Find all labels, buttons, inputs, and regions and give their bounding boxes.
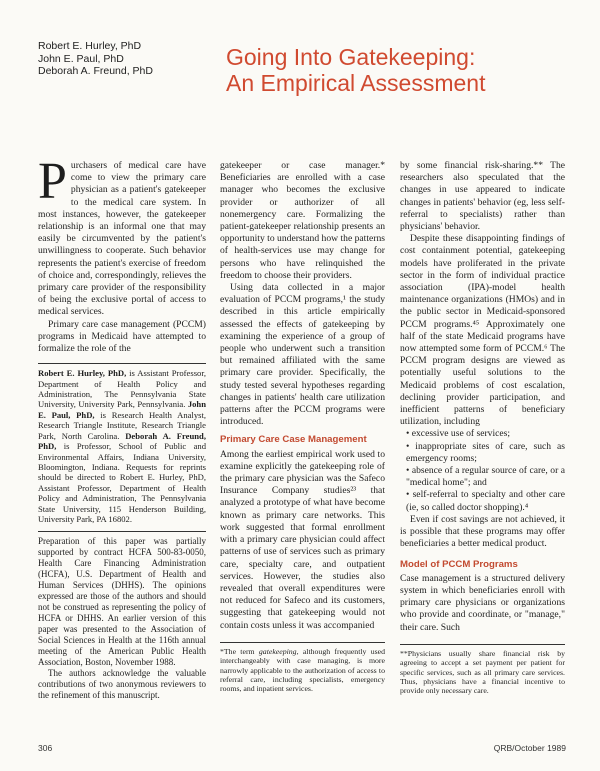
bio-name: John E. Paul, PhD, xyxy=(38,399,206,420)
author-bios xyxy=(38,363,206,524)
list-item: • excessive use of services; xyxy=(406,428,511,440)
body-paragraph: Even if cost savings are not achieved, it is possible that these programs may offer beneficiaries a better medical product. xyxy=(400,513,565,550)
intro-paragraph xyxy=(38,153,206,319)
footnote xyxy=(400,644,565,696)
column-3 xyxy=(400,160,565,696)
bio-name: Robert E. Hurley, PhD, xyxy=(38,368,127,379)
drop-cap: P xyxy=(38,153,67,210)
column-1 xyxy=(38,153,206,701)
journal-issue: QRB/October 1989 xyxy=(493,743,566,753)
section-heading: Model of PCCM Programs xyxy=(400,558,518,570)
bio-text: is Research Health Analyst, Research Triangle Institute, Research Triangle Park, North Carolina. xyxy=(38,409,206,441)
body-paragraph: Using data collected in a major evaluation of PCCM programs,¹ the study described in this article empirically assessed the effects of gatekeeping by examining the experience of a group of people who underwent such a transition but remained affiliated with the same primary care provider. Specifically, the study tested several hypotheses regarding changes in patients' health care utilization patterns after the PCCM programs were introduced. xyxy=(220,282,385,428)
funding-note: Preparation of this paper was partially supported by contract HCFA 500-83-0050, Health Care Financing Administration (HCFA), U.S. Department of Health and Human Services (DHHS). The opinions expressed are those of the authors and should not be construed as representing the policy of HCFA or DHHS. An earlier version of this paper was presented to the Association of Social Sciences in Health at the 116th annual meeting of the American Public Health Association, Boston, November 1988. xyxy=(38,536,206,668)
bio-text: is Assistant Professor, Department of Health Policy and Administration, The Pennsylvania State University, University Park, Pennsylvania. xyxy=(38,368,206,410)
title-line-2: An Empirical Assessment xyxy=(226,70,486,96)
page-number: 306 xyxy=(38,743,53,753)
footnote-text: although frequently used interchangeably with case managing, is more narrowly applicable to the authorization of access to referral care, including specialists, emergency rooms, and inpatient services. xyxy=(220,646,386,694)
body-paragraph: Primary care case management (PCCM) programs in Medicaid have attempted to formalize the role of the xyxy=(38,318,206,355)
bio-hurley xyxy=(38,368,206,524)
body-paragraph: Among the earliest empirical work used to examine explicitly the gatekeeping role of the primary care physician was the Safeco Insurance Company studies²³ that analyzed a prototype of what have become known as primary care networks. This work suggested that formal enrollment with a primary care physician could affect patterns of use of services such as primary care, specialty care, and outpatient services. However, the studies also revealed that overall expenditures were not reduced for Safeco and its customers, suggesting that gatekeeping would not contain costs unless it was accompanied xyxy=(220,448,385,631)
intro-text: urchasers of medical care have come to view the primary care physician as a patient's gatekeeper to the medical care system. In most instances, however, the gatekeeper relationship is an informal one that may easily be circumvented by the patient's unwillingness to cooperate. Such behavior represents the patient's exercise of freedom of choice and, correspondingly, relieves the primary care provider of the responsibility of being the exclusive portal of access to medical services. xyxy=(38,160,206,318)
body-paragraph: Case management is a structured delivery system in which beneficiaries enroll with primary care physicians or organizations who provide and coordinate, or "manage," their care. Such xyxy=(400,572,565,633)
title-line-1: Going Into Gatekeeping: xyxy=(226,44,476,70)
author-name: Deborah A. Freund, PhD xyxy=(38,65,153,77)
author-name: Robert E. Hurley, PhD xyxy=(38,40,142,52)
footnote: *The term gatekeeping, although frequently used interchangeably with case managing, is more narrowly applicable to the authorization of access to referral care, including specialists, emergency rooms, and inpatient services. xyxy=(220,642,385,694)
list-item: • inappropriate sites of care, such as emergency rooms; xyxy=(406,440,565,464)
author-list xyxy=(38,40,153,78)
section-heading: Primary Care Case Management xyxy=(220,434,367,446)
footnote-text: **Physicians usually share financial risk by agreeing to accept a set payment per patient for specific services, such as all primary care services. Thus, physicians have a financial incentive to provide only necessary care. xyxy=(400,648,565,696)
acknowledgement-note xyxy=(38,531,206,701)
body-paragraph: Despite these disappointing findings of cost containment potential, gatekeeping models have proliferated in the private sector in the form of individual practice association (IPA)-model health maintenance organizations (HMOs) and in the public sector in Medicaid-sponsored PCCM programs.⁴⁵ Approximately one half of the state Medicaid programs have now attempted some form of PCCM.⁶ The PCCM program designs are viewed as potentially useful solutions to the Medicaid problems of cost escalation, declining provider participation, and inefficient patterns of beneficiary utilization, including xyxy=(400,233,565,428)
body-paragraph: by some financial risk-sharing.** The researchers also speculated that the changes in use appeared to indicate changes in patients' behavior (eg, less self-referral to specialists) rather than physicians' behavior. xyxy=(400,160,565,233)
bio-name: Deborah A. Freund, PhD, xyxy=(38,430,206,452)
column-2 xyxy=(220,160,385,694)
footnote-lead: The term xyxy=(223,646,255,656)
author-name: John E. Paul, PhD xyxy=(38,52,124,65)
footnote-term: gatekeeping, xyxy=(258,646,299,656)
acknowledgement-text: The authors acknowledge the valuable contributions of two anonymous reviewers to the refinement of this manuscript. xyxy=(38,668,206,701)
list-item: • absence of a regular source of care, or a "medical home"; and xyxy=(406,465,565,489)
article-title xyxy=(226,44,586,96)
body-paragraph: gatekeeper or case manager.* Beneficiaries are enrolled with a case manager who becomes the exclusive provider or authorizer of all nonemergency care. Formalizing the patient-gatekeeper relationship presents an opportunity to understand how the patterns of health-services use may change for persons who have relinquished the freedom to choose their providers. xyxy=(220,160,385,281)
bio-text: is Professor, School of Public and Environmental Affairs, Indiana University, Bloomington, Indiana. Requests for reprints should be directed to Robert E. Hurley, PhD, Assistant Professor, Department of Health Policy and Administration, The Pennsylvania State University, 115 Henderson Building, University Park, PA 16802. xyxy=(38,441,206,524)
list-item: • self-referral to specialty and other care (ie, so called doctor shopping).⁴ xyxy=(406,489,565,513)
